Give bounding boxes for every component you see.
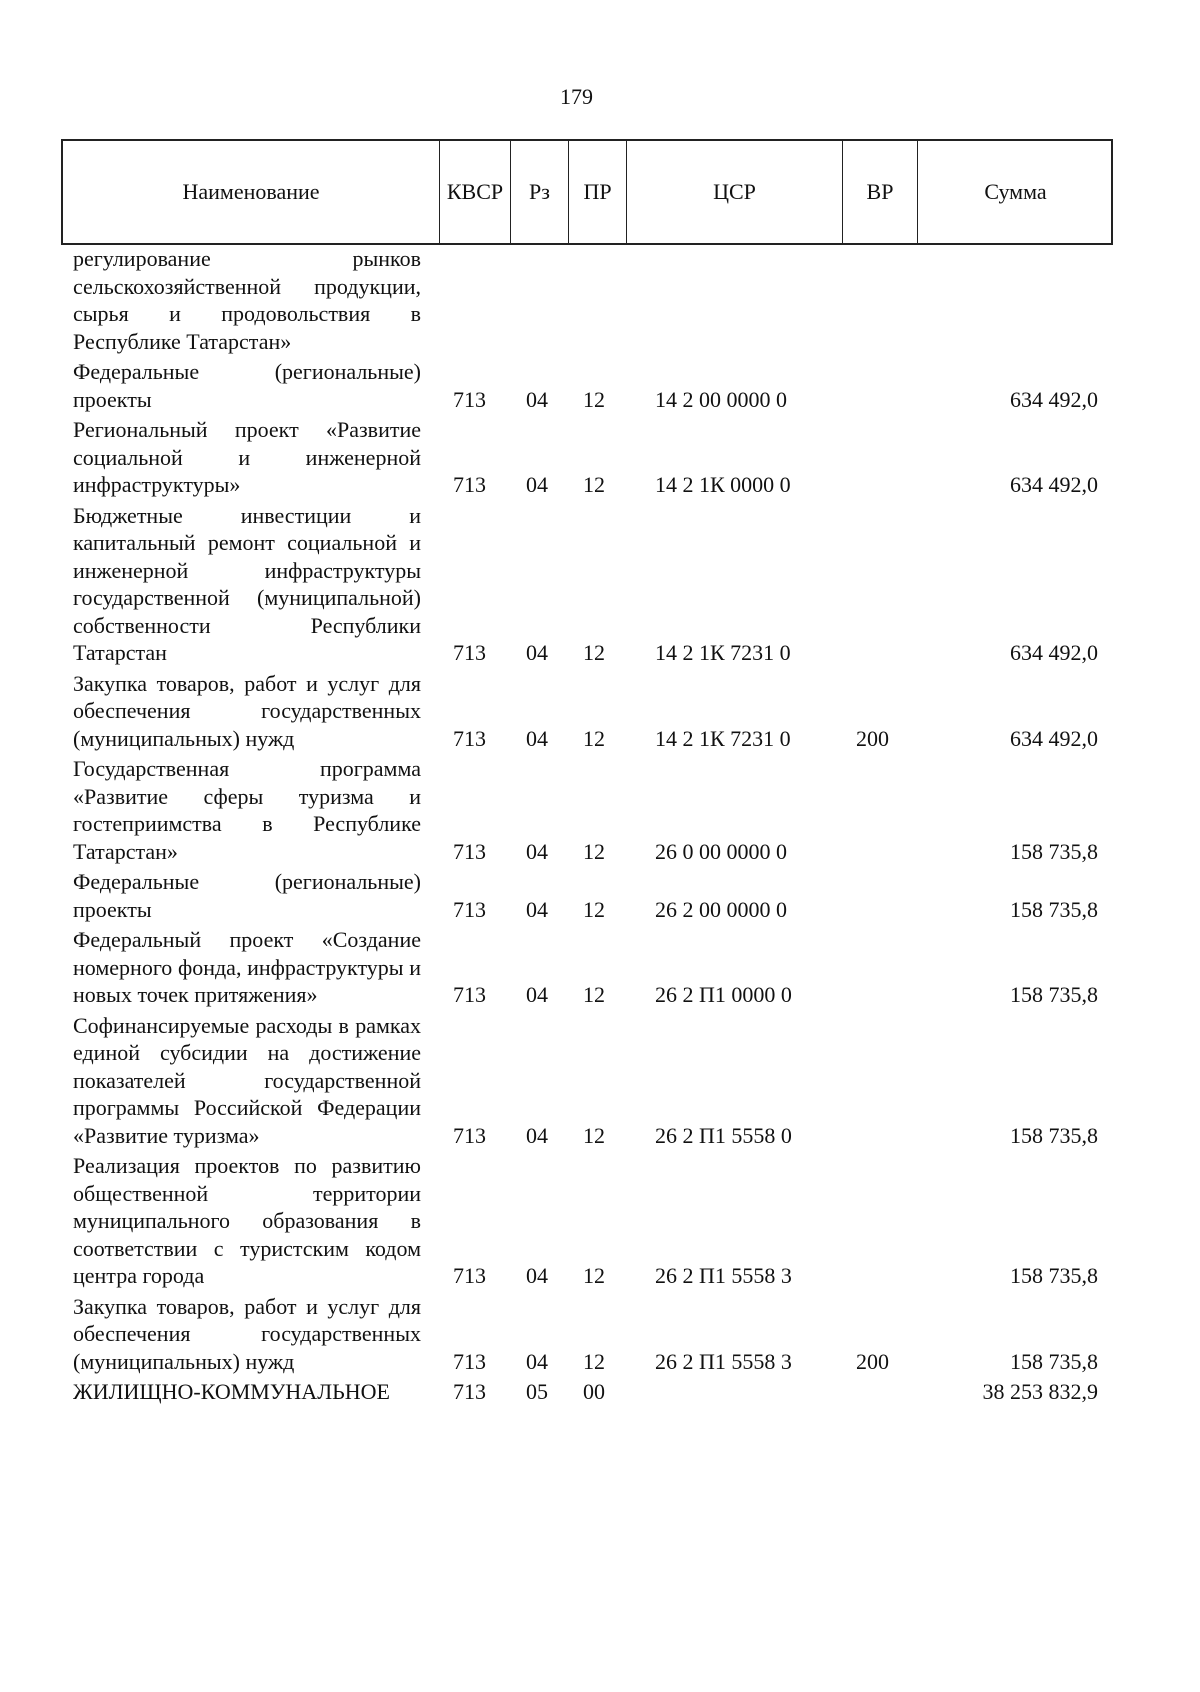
header-name: Наименование [182, 179, 320, 204]
row-name: Софинансируемые расходы в рамках единой субсидии на достижение показателей государственной программы Российской Федерации «Развитие туризма» [73, 1012, 421, 1148]
row-sum: 158 735,8 [1010, 1348, 1098, 1374]
table-row [0, 868, 1200, 923]
row-csr: 26 2 П1 5558 0 [655, 1122, 792, 1148]
table-row [0, 1378, 1200, 1406]
row-pr: 12 [583, 725, 605, 751]
row-name: Закупка товаров, работ и услуг для обеспечения государственных (муниципальных) нужд [73, 1293, 421, 1374]
row-csr: 14 2 1К 0000 0 [655, 472, 791, 497]
row-rz: 04 [526, 838, 548, 864]
row-name: Федеральные (региональные) проекты [73, 869, 421, 922]
row-kvsr: 713 [453, 725, 486, 751]
table-row [0, 1293, 1200, 1376]
row-name: регулирование рынков сельскохозяйственной продукции, сырья и продовольствия в Республике Татарстан» [73, 246, 421, 354]
row-sum: 634 492,0 [1010, 386, 1098, 412]
row-pr: 12 [583, 896, 605, 922]
row-pr: 12 [583, 1263, 605, 1288]
row-csr: 26 2 00 0000 0 [655, 896, 787, 922]
row-csr: 14 2 1К 7231 0 [655, 725, 791, 751]
row-pr: 12 [583, 838, 605, 864]
table-row [0, 416, 1200, 499]
row-kvsr: 713 [453, 1348, 486, 1374]
row-kvsr: 713 [453, 386, 486, 412]
row-kvsr: 713 [453, 1263, 486, 1288]
row-sum: 158 735,8 [1010, 1263, 1098, 1288]
table-row [0, 358, 1200, 413]
header-kvsr: КВСР [446, 179, 504, 204]
table-row [0, 1012, 1200, 1150]
row-name: Бюджетные инвестиции и капитальный ремонт социальной и инженерной инфраструктуры государственной (муниципальной) собственности Республики Татарстан [73, 502, 421, 665]
row-sum: 634 492,0 [1010, 725, 1098, 751]
table-body [0, 245, 1200, 1406]
row-rz: 04 [526, 472, 548, 497]
header-csr: ЦСР [713, 179, 756, 204]
row-sum: 158 735,8 [1010, 1122, 1098, 1148]
table-row [0, 755, 1200, 865]
table-row [0, 502, 1200, 667]
row-rz: 04 [526, 1122, 548, 1148]
row-rz: 04 [526, 1263, 548, 1288]
row-pr: 12 [583, 1348, 605, 1374]
row-sum: 158 735,8 [1010, 982, 1098, 1007]
table-row [0, 926, 1200, 1009]
row-pr: 12 [583, 1122, 605, 1148]
row-rz: 04 [526, 725, 548, 751]
header-rz: Рз [529, 179, 550, 204]
row-sum: 634 492,0 [1010, 472, 1098, 497]
row-kvsr: 713 [453, 640, 486, 665]
row-csr: 14 2 1К 7231 0 [655, 640, 791, 665]
row-name: Реализация проектов по развитию общественной территории муниципального образования в соответствии с туристским кодом центра города [73, 1153, 421, 1288]
row-sum: 38 253 832,9 [982, 1379, 1098, 1404]
header-sum: Сумма [984, 179, 1047, 204]
row-kvsr: 713 [453, 1379, 486, 1404]
row-csr: 26 2 П1 0000 0 [655, 982, 792, 1007]
row-rz: 04 [526, 982, 548, 1007]
row-kvsr: 713 [453, 1122, 486, 1148]
row-name: Федеральный проект «Создание номерного фонда, инфраструктуры и новых точек притяжения» [73, 927, 421, 1007]
row-sum: 158 735,8 [1010, 896, 1098, 922]
table-row [0, 245, 1200, 355]
row-pr: 12 [583, 472, 605, 497]
row-rz: 04 [526, 640, 548, 665]
row-name: Федеральные (региональные) проекты [73, 359, 421, 412]
row-name: ЖИЛИЩНО-КОММУНАЛЬНОЕ [73, 1379, 390, 1404]
table-row [0, 670, 1200, 753]
row-kvsr: 713 [453, 472, 486, 497]
row-sum: 158 735,8 [1010, 838, 1098, 864]
row-csr: 14 2 00 0000 0 [655, 386, 787, 412]
header-vr: ВР [866, 179, 894, 204]
row-pr: 12 [583, 640, 605, 665]
table-header [61, 139, 1113, 245]
row-csr: 26 0 00 0000 0 [655, 838, 787, 864]
row-rz: 04 [526, 896, 548, 922]
row-kvsr: 713 [453, 838, 486, 864]
row-kvsr: 713 [453, 982, 486, 1007]
row-pr: 12 [583, 982, 605, 1007]
row-name: Закупка товаров, работ и услуг для обеспечения государственных (муниципальных) нужд [73, 670, 421, 751]
table-row [0, 1152, 1200, 1290]
page-number: 179 [560, 84, 593, 109]
row-vr: 200 [856, 1348, 889, 1374]
row-pr: 00 [583, 1379, 605, 1404]
row-rz: 04 [526, 1348, 548, 1374]
row-csr: 26 2 П1 5558 3 [655, 1348, 792, 1374]
row-kvsr: 713 [453, 896, 486, 922]
row-name: Государственная программа «Развитие сферы туризма и гостеприимства в Республике Татарстан» [73, 756, 421, 864]
row-sum: 634 492,0 [1010, 640, 1098, 665]
row-rz: 04 [526, 386, 548, 412]
row-vr: 200 [856, 725, 889, 751]
row-name: Региональный проект «Развитие социальной и инженерной инфраструктуры» [73, 417, 421, 497]
row-pr: 12 [583, 386, 605, 412]
header-pr: ПР [583, 179, 612, 204]
row-csr: 26 2 П1 5558 3 [655, 1263, 792, 1288]
row-rz: 05 [526, 1379, 548, 1404]
